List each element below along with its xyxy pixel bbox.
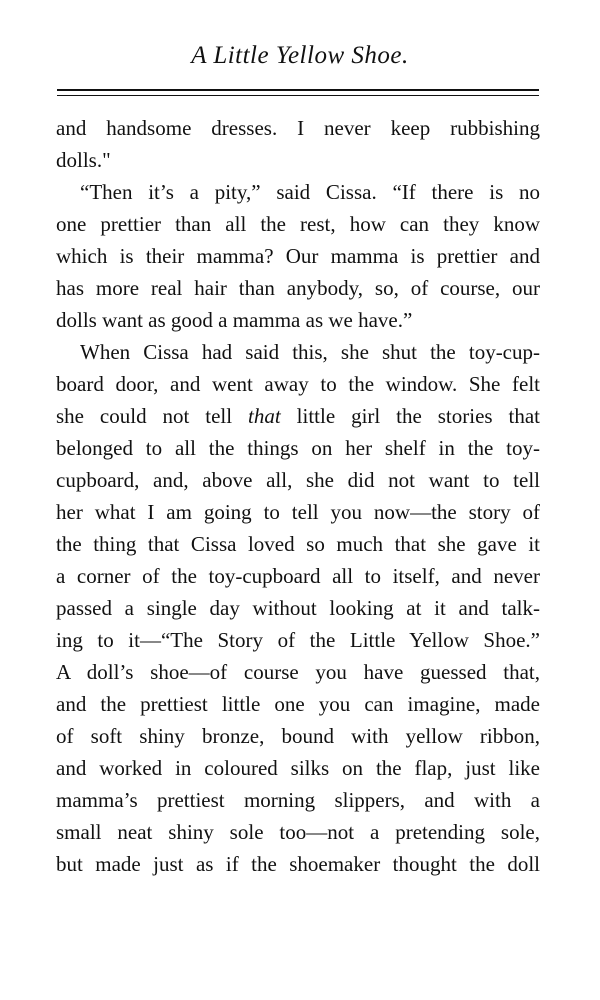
text-line: her what I am going to tell you now—the story of [56, 500, 540, 524]
text-line: and worked in coloured silks on the flap, just like [56, 756, 540, 780]
text-segment: she could not tell [56, 404, 233, 428]
running-head: A Little Yellow Shoe. [191, 42, 409, 69]
text-line: belonged to all the things on her shelf in the toy- [56, 436, 540, 460]
text-line: and handsome dresses. I never keep rubbishing [56, 116, 540, 140]
text-line: and the prettiest little one you can imagine, made [56, 692, 540, 716]
text-line: mamma’s prettiest morning slippers, and with a [56, 788, 540, 812]
text-segment: little girl the stories that [296, 404, 541, 428]
text-line: dolls want as good a mamma as we have.” [56, 308, 413, 332]
text-line: dolls." [56, 148, 111, 172]
text-line: one prettier than all the rest, how can they know [56, 212, 540, 236]
header-rule-thin [57, 95, 539, 96]
text-line: has more real hair than anybody, so, of course, our [56, 276, 540, 300]
text-line: small neat shiny sole too—not a pretending sole, [56, 820, 540, 844]
text-line: a corner of the toy-cupboard all to itself, and never [56, 564, 540, 588]
text-line: board door, and went away to the window. She felt [56, 372, 540, 396]
text-line: which is their mamma? Our mamma is prettier and [56, 244, 540, 268]
emphasized-word: that [248, 404, 281, 428]
text-line: passed a single day without looking at it and talk- [56, 596, 540, 620]
header-rule-thick [57, 89, 539, 91]
text-line: “Then it’s a pity,” said Cissa. “If there is no [80, 180, 540, 204]
text-line: cupboard, and, above all, she did not want to tell [56, 468, 540, 492]
text-line: A doll’s shoe—of course you have guessed that, [56, 660, 540, 684]
text-line: but made just as if the shoemaker thought the doll [56, 852, 540, 876]
text-line-with-emphasis [56, 400, 540, 432]
text-line: the thing that Cissa loved so much that she gave it [56, 532, 540, 556]
text-line: of soft shiny bronze, bound with yellow ribbon, [56, 724, 540, 748]
text-line: When Cissa had said this, she shut the toy-cup- [80, 340, 540, 364]
body-text [56, 112, 540, 880]
text-line: ing to it—“The Story of the Little Yellow Shoe.” [56, 628, 540, 652]
